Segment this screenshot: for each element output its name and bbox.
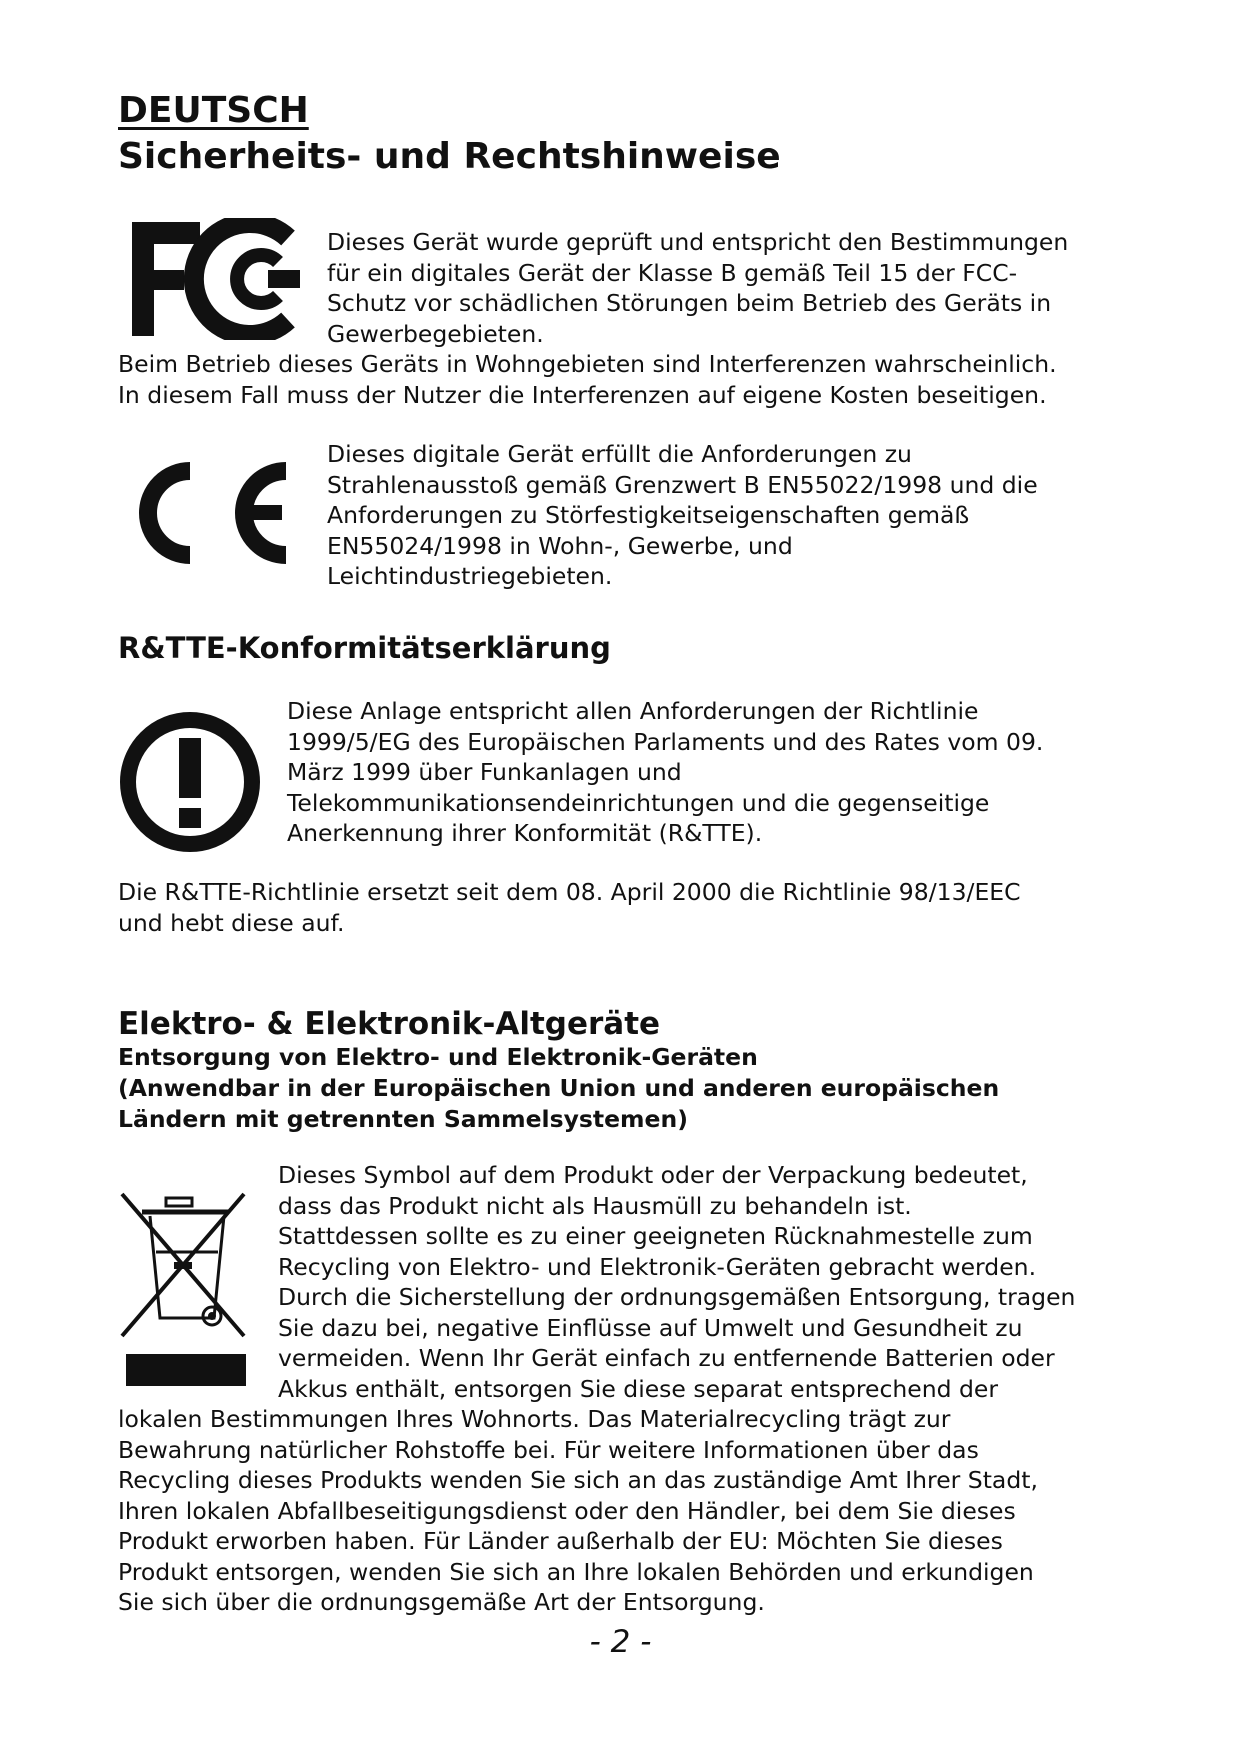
- fcc-line: Gewerbegebieten.: [327, 319, 544, 348]
- rtte-heading: R&TTE-Konformitätserklärung: [118, 631, 611, 665]
- alert-class2-icon: [118, 710, 262, 854]
- fcc-line: Beim Betrieb dieses Geräts in Wohngebieten sind Interferenzen wahrscheinlich.: [118, 350, 1057, 378]
- ce-text: [327, 439, 1038, 592]
- rtte-note-line: Die R&TTE-Richtlinie ersetzt seit dem 08. April 2000 die Richtlinie 98/13/EEC: [118, 878, 1021, 906]
- ce-mark-icon: [128, 455, 294, 571]
- weee-line: Sie dazu bei, negative Einflüsse auf Umwelt und Gesundheit zu: [278, 1313, 1023, 1342]
- weee-text-continued: [118, 1404, 1038, 1618]
- ce-line: EN55024/1998 in Wohn-, Gewerbe, und: [327, 531, 793, 560]
- rtte-line: 1999/5/EG des Europäischen Parlaments und des Rates vom 09.: [287, 727, 1044, 756]
- fcc-text: [327, 227, 1068, 349]
- weee-subtitle-line: (Anwendbar in der Europäischen Union und anderen europäischen: [118, 1074, 1000, 1102]
- weee-line: lokalen Bestimmungen Ihres Wohnorts. Das Materialrecycling trägt zur: [118, 1405, 951, 1433]
- rtte-line: Diese Anlage entspricht allen Anforderungen der Richtlinie: [287, 697, 979, 725]
- rtte-line: Anerkennung ihrer Konformität (R&TTE).: [287, 819, 763, 847]
- rtte-note-line: und hebt diese auf.: [118, 908, 345, 937]
- weee-line: dass das Produkt nicht als Hausmüll zu behandeln ist.: [278, 1191, 912, 1220]
- rtte-text: [287, 696, 1043, 849]
- weee-line: Bewahrung natürlicher Rohstoffe bei. Für weitere Informationen über das: [118, 1435, 979, 1464]
- rtte-line: Telekommunikationsendeinrichtungen und die gegenseitige: [287, 788, 990, 817]
- weee-line: Stattdessen sollte es zu einer geeigneten Rücknahmestelle zum: [278, 1222, 1033, 1250]
- language-heading: DEUTSCH: [118, 90, 309, 131]
- weee-line: Sie sich über die ordnungsgemäße Art der Entsorgung.: [118, 1588, 765, 1616]
- weee-subtitle: [118, 1042, 999, 1135]
- weee-line: Durch die Sicherstellung der ordnungsgemäßen Entsorgung, tragen: [278, 1283, 1076, 1311]
- weee-line: Recycling dieses Produkts wenden Sie sich an das zuständige Amt Ihrer Stadt,: [118, 1466, 1038, 1494]
- weee-line: Produkt erworben haben. Für Länder außerhalb der EU: Möchten Sie dieses: [118, 1527, 1003, 1555]
- rtte-note: [118, 877, 1021, 938]
- weee-line: vermeiden. Wenn Ihr Gerät einfach zu entfernende Batterien oder: [278, 1344, 1055, 1372]
- weee-line: Akkus enthält, entsorgen Sie diese separat entsprechend der: [278, 1374, 999, 1403]
- weee-text: [278, 1160, 1075, 1404]
- weee-line: Produkt entsorgen, wenden Sie sich an Ihre lokalen Behörden und erkundigen: [118, 1557, 1034, 1586]
- rtte-line: März 1999 über Funkanlagen und: [287, 758, 682, 786]
- fcc-line: für ein digitales Gerät der Klasse B gemäß Teil 15 der FCC-: [327, 258, 1018, 287]
- fcc-line: Dieses Gerät wurde geprüft und entspricht den Bestimmungen: [327, 228, 1069, 256]
- weee-subtitle-line: Entsorgung von Elektro- und Elektronik-Geräten: [118, 1043, 758, 1071]
- weee-line: Dieses Symbol auf dem Produkt oder der Verpackung bedeutet,: [278, 1161, 1028, 1189]
- weee-line: Recycling von Elektro- und Elektronik-Geräten gebracht werden.: [278, 1252, 1037, 1281]
- ce-line: Strahlenausstoß gemäß Grenzwert B EN55022/1998 und die: [327, 470, 1038, 499]
- ce-line: Anforderungen zu Störfestigkeitseigenschaften gemäß: [327, 501, 970, 529]
- ce-line: Leichtindustriegebieten.: [327, 562, 613, 590]
- ce-line: Dieses digitale Gerät erfüllt die Anforderungen zu: [327, 440, 912, 468]
- weee-subtitle-line: Ländern mit getrennten Sammelsystemen): [118, 1105, 688, 1133]
- fcc-line: Schutz vor schädlichen Störungen beim Betrieb des Geräts in: [327, 289, 1052, 317]
- page-title: Sicherheits- und Rechtshinweise: [118, 136, 781, 177]
- weee-line: Ihren lokalen Abfallbeseitigungsdienst oder den Händler, bei dem Sie dieses: [118, 1496, 1016, 1525]
- crossed-out-wheelie-bin-icon: [118, 1192, 254, 1392]
- fcc-text-continued: [118, 349, 1057, 410]
- page-number: - 2 -: [589, 1624, 652, 1660]
- weee-heading: Elektro- & Elektronik-Altgeräte: [118, 1006, 661, 1042]
- fcc-line: In diesem Fall muss der Nutzer die Interferenzen auf eigene Kosten beseitigen.: [118, 380, 1047, 409]
- fcc-logo-icon: [128, 218, 306, 340]
